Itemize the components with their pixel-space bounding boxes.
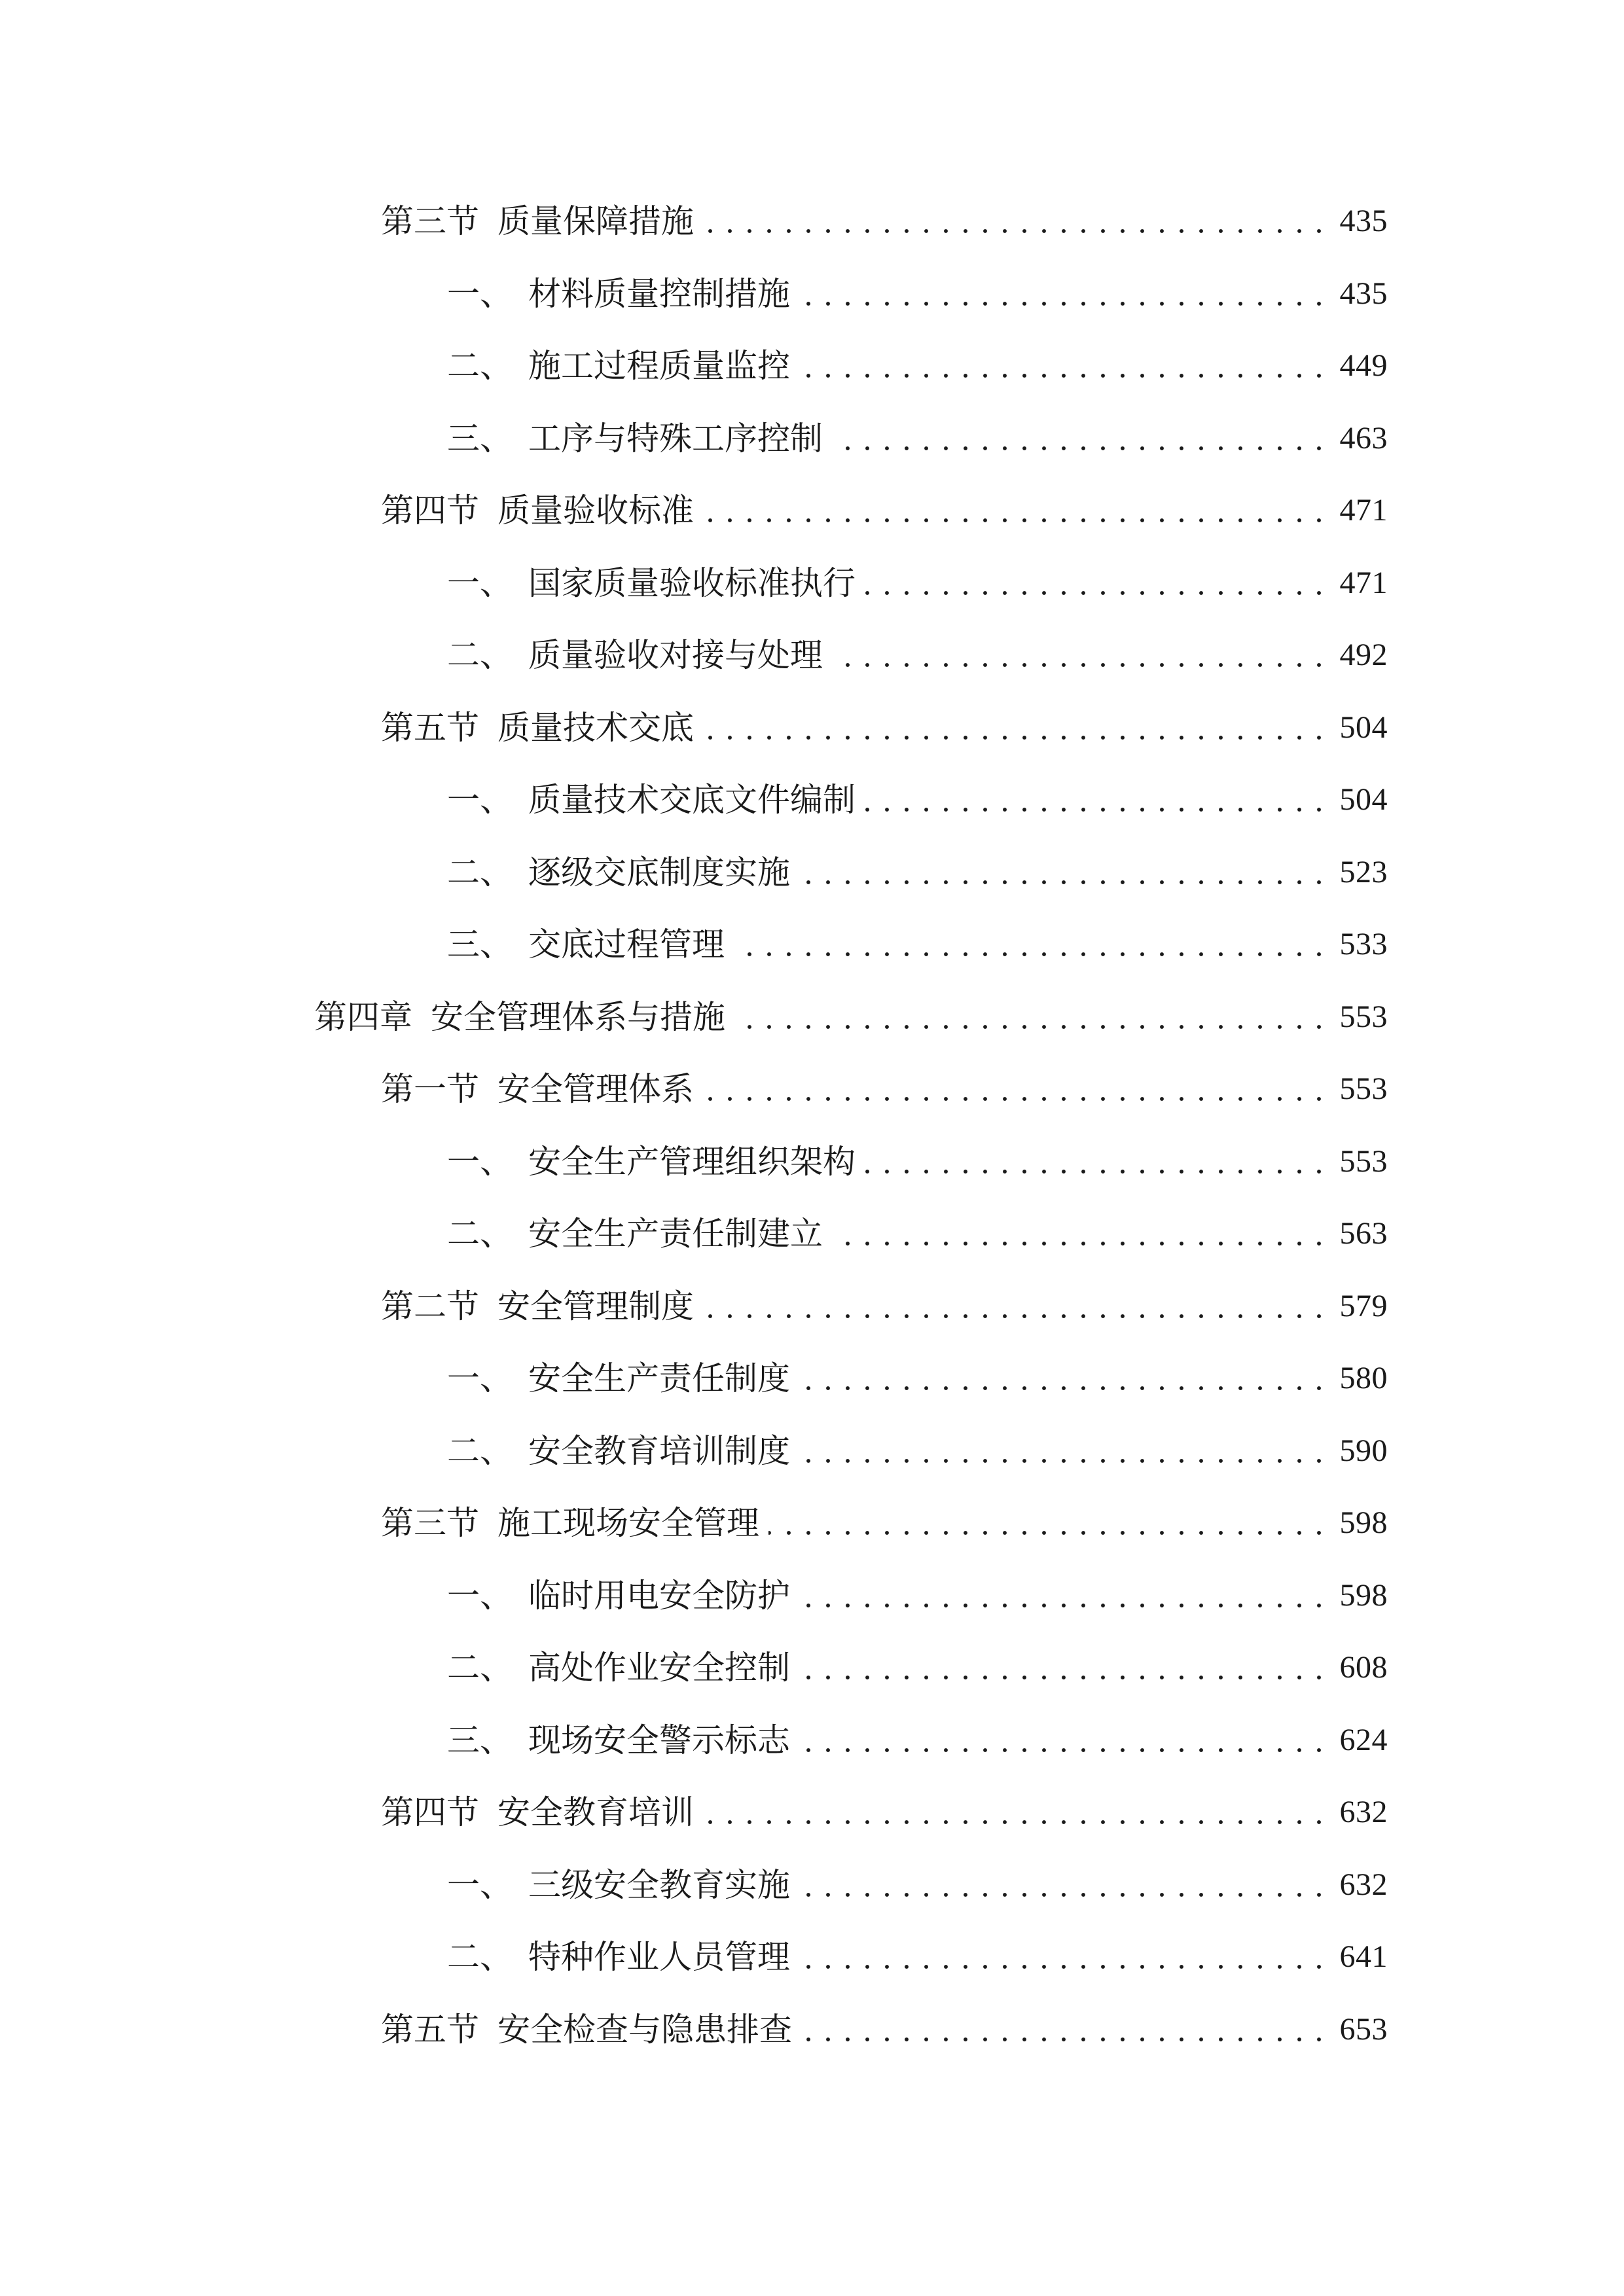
entry-title: 安全教育培训制度: [528, 1431, 790, 1470]
toc-entry-item: [0, 836, 1388, 909]
entry-title: 高处作业安全控制: [528, 1649, 790, 1687]
dot-leader: [801, 2037, 1329, 2042]
dot-leader: [832, 1241, 1329, 1246]
entry-number: 二、: [447, 347, 513, 386]
entry-prefix: 第三节: [381, 1504, 479, 1543]
dot-leader: [832, 446, 1329, 451]
dot-leader: [703, 735, 1329, 740]
toc-entry-item: [0, 1126, 1388, 1198]
toc-entry-item: [0, 1342, 1388, 1415]
entry-number: 一、: [447, 1865, 513, 1904]
entry-page-number: 598: [1339, 1577, 1388, 1613]
entry-number: 一、: [447, 1576, 513, 1615]
dot-leader: [734, 952, 1329, 957]
entry-number: 一、: [447, 1359, 513, 1398]
entry-title: 安全管理体系: [497, 1070, 694, 1109]
entry-page-number: 504: [1339, 709, 1388, 745]
entry-title: 临时用电安全防护: [528, 1576, 790, 1615]
entry-page-number: 435: [1339, 204, 1388, 239]
entry-page-number: 471: [1339, 565, 1388, 600]
entry-title: 施工过程质量监控: [528, 347, 790, 386]
table-of-contents: [0, 185, 1388, 2066]
entry-page-number: 598: [1339, 1505, 1388, 1541]
toc-entry-section: [0, 185, 1388, 258]
toc-entry-section: [0, 1053, 1388, 1126]
entry-prefix: 第四节: [381, 1793, 479, 1832]
toc-entry-section: [0, 1776, 1388, 1849]
toc-entry-item: [0, 1849, 1388, 1922]
dot-leader: [832, 662, 1329, 668]
dot-leader: [703, 1820, 1329, 1825]
toc-entry-section: [0, 1487, 1388, 1560]
entry-number: 二、: [447, 853, 513, 891]
toc-entry-item: [0, 1704, 1388, 1777]
entry-page-number: 624: [1339, 1722, 1388, 1757]
dot-leader: [799, 1892, 1329, 1897]
toc-entry-item: [0, 1921, 1388, 1994]
entry-page-number: 463: [1339, 420, 1388, 456]
entry-number: 二、: [447, 636, 513, 675]
entry-page-number: 449: [1339, 348, 1388, 384]
entry-page-number: 504: [1339, 782, 1388, 817]
entry-number: 二、: [447, 1649, 513, 1687]
toc-entry-item: [0, 764, 1388, 836]
dot-leader: [703, 228, 1329, 234]
entry-number: 一、: [447, 781, 513, 819]
dot-leader: [703, 1314, 1329, 1319]
entry-page-number: 653: [1339, 2011, 1388, 2047]
entry-title: 安全教育培训: [497, 1793, 694, 1832]
entry-prefix: 第四节: [381, 492, 479, 530]
entry-title: 施工现场安全管理: [497, 1504, 759, 1543]
entry-title: 特种作业人员管理: [528, 1938, 790, 1977]
entry-number: 一、: [447, 1142, 513, 1181]
toc-entry-item: [0, 547, 1388, 620]
entry-title: 国家质量验收标准执行: [528, 564, 856, 602]
entry-page-number: 579: [1339, 1288, 1388, 1323]
entry-title: 工序与特殊工序控制: [528, 419, 823, 457]
dot-leader: [865, 590, 1329, 596]
entry-page-number: 523: [1339, 854, 1388, 889]
entry-prefix: 第三节: [381, 202, 479, 241]
dot-leader: [865, 1169, 1329, 1174]
entry-title: 三级安全教育实施: [528, 1865, 790, 1904]
entry-page-number: 641: [1339, 1939, 1388, 1975]
entry-number: 一、: [447, 274, 513, 313]
entry-title: 安全检查与隐患排查: [497, 2010, 792, 2049]
entry-page-number: 608: [1339, 1650, 1388, 1685]
toc-entry-section: [0, 1994, 1388, 2066]
entry-title: 安全管理制度: [497, 1287, 694, 1325]
entry-number: 二、: [447, 1215, 513, 1253]
dot-leader: [703, 1096, 1329, 1102]
toc-entry-item: [0, 258, 1388, 331]
entry-title: 安全生产责任制度: [528, 1359, 790, 1398]
entry-page-number: 632: [1339, 1795, 1388, 1830]
toc-entry-item: [0, 330, 1388, 403]
entry-title: 质量技术交底: [497, 708, 694, 747]
toc-entry-item: [0, 1415, 1388, 1488]
entry-page-number: 492: [1339, 637, 1388, 673]
entry-title: 质量技术交底文件编制: [528, 781, 856, 819]
entry-title: 逐级交底制度实施: [528, 853, 790, 891]
dot-leader: [799, 373, 1329, 378]
entry-page-number: 435: [1339, 276, 1388, 311]
entry-number: 二、: [447, 1431, 513, 1470]
entry-page-number: 563: [1339, 1216, 1388, 1251]
entry-number: 三、: [447, 925, 513, 964]
dot-leader: [799, 1964, 1329, 1969]
toc-entry-item: [0, 1632, 1388, 1704]
dot-leader: [703, 518, 1329, 523]
entry-page-number: 590: [1339, 1433, 1388, 1468]
entry-page-number: 553: [1339, 1143, 1388, 1179]
entry-page-number: 553: [1339, 999, 1388, 1034]
dot-leader: [799, 1386, 1329, 1391]
entry-prefix: 第二节: [381, 1287, 479, 1325]
dot-leader: [799, 1603, 1329, 1608]
entry-title: 交底过程管理: [528, 925, 725, 964]
dot-leader: [799, 301, 1329, 306]
entry-number: 一、: [447, 564, 513, 602]
toc-entry-chapter: [0, 981, 1388, 1054]
entry-number: 二、: [447, 1938, 513, 1977]
entry-page-number: 533: [1339, 927, 1388, 962]
entry-prefix: 第五节: [381, 2010, 479, 2049]
entry-title: 安全生产责任制建立: [528, 1215, 823, 1253]
entry-title: 安全管理体系与措施: [431, 997, 725, 1036]
toc-entry-item: [0, 1198, 1388, 1270]
dot-leader: [865, 807, 1329, 812]
entry-prefix: 第五节: [381, 708, 479, 747]
entry-page-number: 632: [1339, 1867, 1388, 1902]
entry-title: 质量保障措施: [497, 202, 694, 241]
toc-entry-section: [0, 475, 1388, 547]
entry-title: 材料质量控制措施: [528, 274, 790, 313]
entry-page-number: 553: [1339, 1071, 1388, 1107]
entry-title: 安全生产管理组织架构: [528, 1142, 856, 1181]
dot-leader: [799, 1675, 1329, 1680]
entry-title: 质量验收对接与处理: [528, 636, 823, 675]
entry-title: 现场安全警示标志: [528, 1721, 790, 1759]
dot-leader: [799, 1748, 1329, 1753]
toc-entry-item: [0, 619, 1388, 692]
entry-page-number: 580: [1339, 1361, 1388, 1396]
dot-leader: [768, 1530, 1329, 1535]
entry-page-number: 471: [1339, 493, 1388, 528]
toc-entry-item: [0, 908, 1388, 981]
toc-entry-section: [0, 692, 1388, 764]
entry-number: 三、: [447, 1721, 513, 1759]
entry-prefix: 第四章: [314, 997, 412, 1036]
entry-number: 三、: [447, 419, 513, 457]
entry-title: 质量验收标准: [497, 492, 694, 530]
dot-leader: [799, 1458, 1329, 1463]
toc-entry-section: [0, 1270, 1388, 1343]
dot-leader: [734, 1024, 1329, 1030]
entry-prefix: 第一节: [381, 1070, 479, 1109]
toc-entry-item: [0, 1560, 1388, 1632]
dot-leader: [799, 880, 1329, 885]
toc-entry-item: [0, 403, 1388, 475]
